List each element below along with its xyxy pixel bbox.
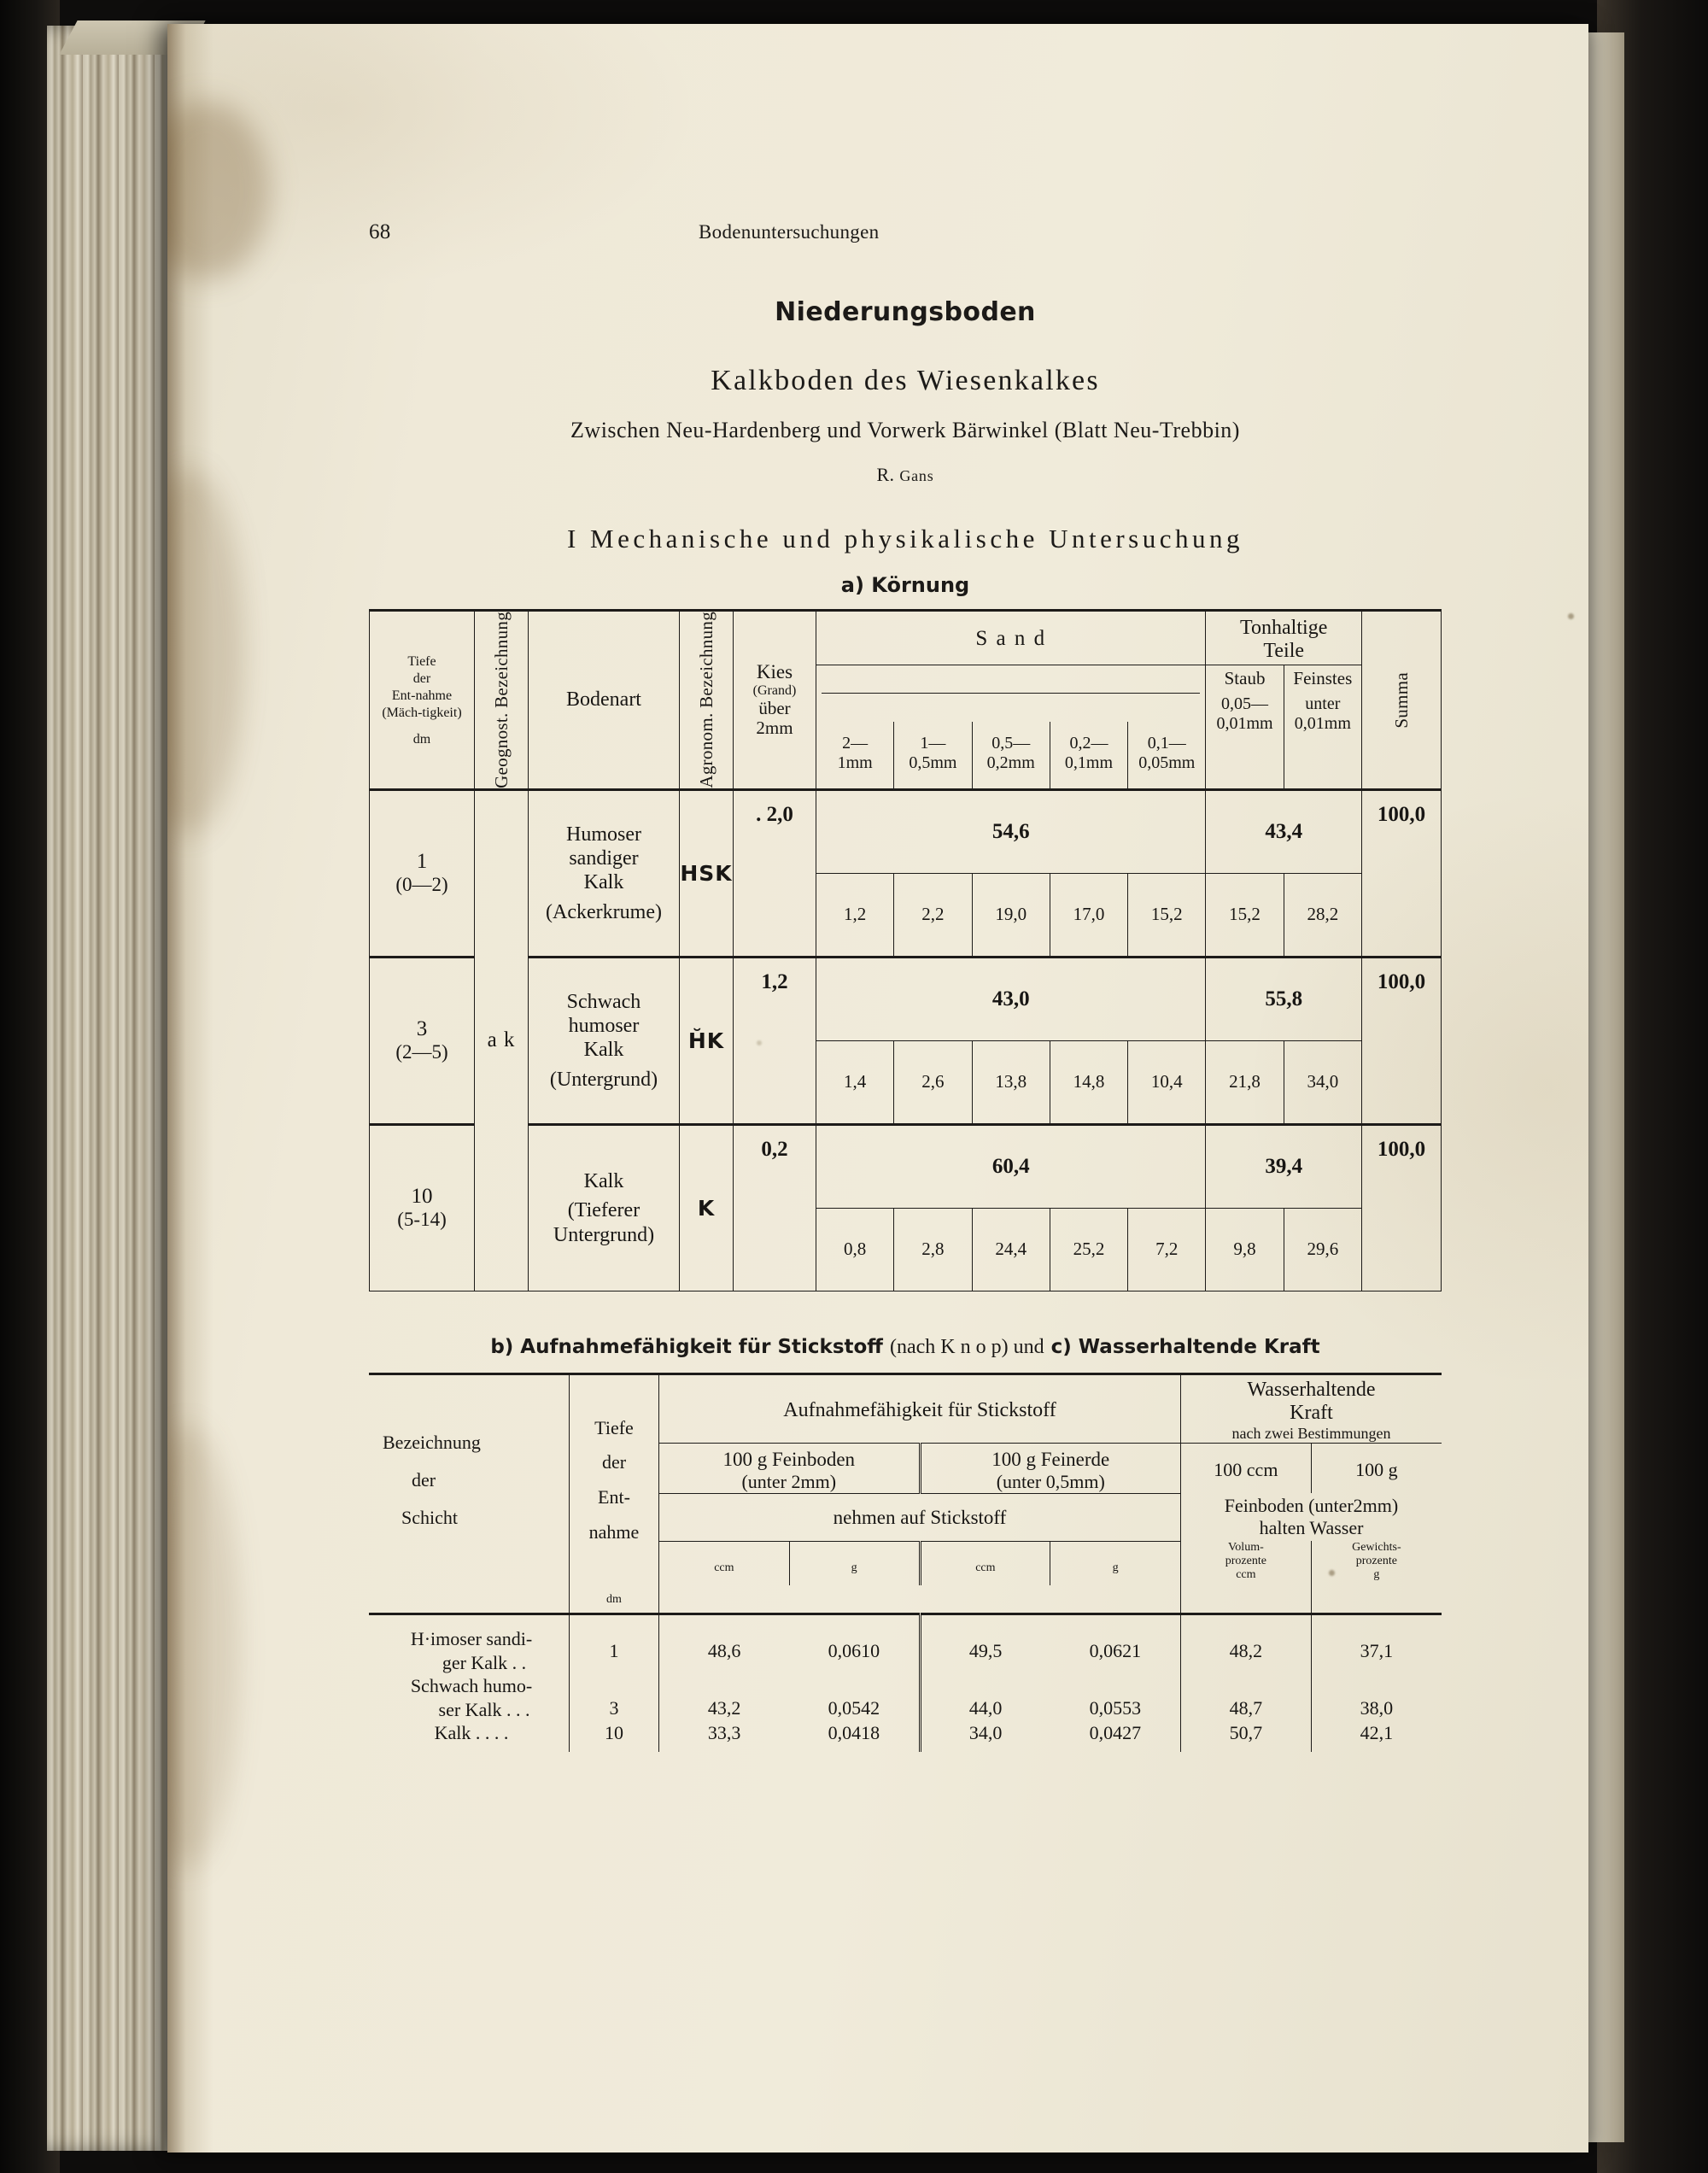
- cell-tiefe-1-main: 1: [416, 850, 428, 874]
- header-feinerde: [920, 1443, 1181, 1493]
- cell-agronom-3: [680, 1124, 734, 1291]
- cell-staub-2: 21,8: [1206, 1040, 1284, 1124]
- header-bezeichnung-3: Schicht: [401, 1507, 458, 1529]
- header-wasser-sub: [1181, 1493, 1442, 1541]
- header-unit-ccm2: [920, 1541, 1050, 1585]
- table1-body: [370, 789, 1442, 1291]
- running-head-title: Bodenuntersuchungen: [699, 221, 880, 243]
- header-wasser-g: [1311, 1443, 1442, 1493]
- header-tiefe: [370, 612, 475, 789]
- cell-feinstes-3: 29,6: [1284, 1208, 1361, 1291]
- header-sand-range-3-top: 0,5—: [991, 733, 1031, 753]
- cell-tiefe2-1: 1: [570, 1614, 659, 1675]
- header-tiefe-label: Tiefe der Ent-nahme (Mäch-tigkeit): [382, 653, 462, 720]
- header-feinboden: [659, 1443, 921, 1493]
- table-row: [370, 789, 1442, 873]
- cell-sand-3-1: 0,8: [816, 1208, 894, 1291]
- header-bezeichnung-1: Bezeichnung: [383, 1432, 481, 1454]
- header-staub-label: Staub: [1224, 668, 1266, 688]
- header-sand-range-2-bot: 0,5mm: [909, 753, 957, 772]
- cell-bodenart-1-text: Humoser sandiger Kalk: [566, 823, 641, 894]
- cell-staub-1: 15,2: [1206, 873, 1284, 957]
- cell-ccm1-3: 33,3: [707, 1722, 741, 1744]
- header-nehmen: [659, 1493, 1181, 1541]
- granulometry-table: [369, 612, 1442, 1292]
- header-aufnahme-group: [659, 1375, 1181, 1444]
- cell-geognost-value: a k: [487, 1028, 516, 1052]
- page-content: [369, 220, 1442, 1752]
- header-bezeichnung: [369, 1375, 570, 1586]
- cell-kies-2: [734, 957, 816, 1124]
- header-wasser-1: Wasserhaltende: [1247, 1378, 1376, 1401]
- header-geognost: [475, 612, 529, 789]
- cell-sand-1-4: 17,0: [1050, 873, 1127, 957]
- cell-sand-2-2: 2,6: [894, 1040, 972, 1124]
- cell-label-1-line2: ger Kalk . .: [442, 1651, 527, 1673]
- spacer-gew: [1311, 1585, 1442, 1614]
- caption-c: c) Wasserhaltende Kraft: [1050, 1335, 1320, 1358]
- running-head: [369, 220, 1442, 244]
- table-row: [369, 1721, 1442, 1752]
- header-wasser-g-label: 100 g: [1355, 1459, 1398, 1481]
- header-summa: [1362, 612, 1442, 789]
- cell-kies-3-value: 0,2: [761, 1137, 788, 1161]
- cell-label-1-line1: H·imoser sandi-: [410, 1628, 533, 1650]
- table1-header-row-1: [370, 612, 1442, 665]
- cell-g1-2: 0,0542: [828, 1697, 880, 1719]
- header-kies-ueber: über: [758, 697, 791, 718]
- table-row: [370, 957, 1442, 1040]
- stain: [167, 468, 244, 835]
- header-tiefe-2-1: Tiefe: [594, 1416, 634, 1438]
- cell-ccm1-1: 48,6: [659, 1614, 790, 1675]
- cell-summa-3: [1362, 1124, 1442, 1291]
- cell-staub-3: 9,8: [1206, 1208, 1284, 1291]
- header-gew: [1311, 1541, 1442, 1585]
- header-staub-range1: 0,05—: [1221, 694, 1269, 713]
- header-unit-dm: [570, 1585, 659, 1614]
- header-kies-size: 2mm: [756, 718, 793, 739]
- cell-summa-2-value: 100,0: [1377, 969, 1426, 993]
- cell-summa-1-value: 100,0: [1377, 802, 1426, 826]
- author-initial: R.: [876, 464, 895, 485]
- cell-summa-1: [1362, 789, 1442, 957]
- header-feinstes-size: 0,01mm: [1294, 714, 1351, 733]
- nitrogen-water-table: [369, 1375, 1442, 1752]
- section-heading: I Mechanische und physikalische Untersuchung: [566, 524, 1243, 554]
- cell-sand-1-3: 19,0: [972, 873, 1050, 957]
- spacer-bez: [369, 1585, 570, 1614]
- table2-body: [369, 1614, 1442, 1752]
- header-bodenart-label: Bodenart: [566, 688, 641, 711]
- header-sand-range-3-bot: 0,2mm: [986, 753, 1035, 772]
- author-line: [369, 464, 1442, 486]
- header-sand-range-2-top: 1—: [920, 733, 946, 753]
- cell-sand-2-5: 10,4: [1128, 1040, 1206, 1124]
- header-tonhaltige-group: [1206, 612, 1362, 665]
- header-unit-ccm1: [659, 1541, 790, 1585]
- header-sand-divider: [816, 665, 1206, 722]
- header-wasser-4: Feinboden (unter2mm): [1224, 1495, 1399, 1517]
- cell-sand-total-1-value: 54,6: [991, 819, 1030, 843]
- header-sand-range-1: [816, 722, 894, 790]
- cell-bodenart-3-note: (Tieferer Untergrund): [553, 1199, 655, 1246]
- header-feinboden-1: 100 g Feinboden: [722, 1448, 856, 1470]
- cell-label-1: [369, 1614, 570, 1675]
- cell-sand-total-2: [816, 957, 1206, 1040]
- cell-tiefe-2: [370, 957, 475, 1124]
- document-page: [167, 24, 1588, 2152]
- cell-sand-2-1: 1,4: [816, 1040, 894, 1124]
- header-sand-range-1-top: 2—: [842, 733, 869, 753]
- cell-label-2: [369, 1674, 570, 1721]
- cell-tiefe2-2: 3: [570, 1674, 659, 1721]
- cell-ton-total-2-value: 55,8: [1265, 987, 1303, 1010]
- header-tonhaltige-1: Tonhaltige: [1240, 617, 1328, 639]
- cell-tiefe-2-main: 3: [416, 1017, 428, 1041]
- header-staub: [1206, 665, 1284, 790]
- page-number: 68: [369, 220, 391, 243]
- caption-middle: (nach K n o p) und: [889, 1335, 1044, 1358]
- header-bezeichnung-2: der: [412, 1469, 436, 1491]
- header-aufnahme-label: Aufnahmefähigkeit für Stickstoff: [783, 1398, 1056, 1421]
- header-tiefe-unit: dm: [412, 731, 431, 747]
- cell-ccm2-1: 49,5: [920, 1614, 1050, 1675]
- cell-bodenart-1: [529, 789, 680, 957]
- header-feinerde-2: (unter 0,5mm): [996, 1470, 1105, 1492]
- cell-tiefe-3-range: (5-14): [397, 1209, 447, 1231]
- cell-ton-total-2: [1206, 957, 1362, 1040]
- header-unit-ccm2-label: ccm: [975, 1561, 996, 1574]
- table-row: [369, 1674, 1442, 1721]
- cell-agronom-2: [680, 957, 734, 1124]
- header-unit-g1-label: g: [851, 1561, 857, 1574]
- cell-summa-2: [1362, 957, 1442, 1124]
- stain: [167, 101, 270, 280]
- caption-b: b) Aufnahmefähigkeit für Stickstoff: [490, 1335, 883, 1358]
- stain: [167, 1425, 239, 1869]
- cell-ccm2-2: 44,0: [920, 1674, 1050, 1721]
- header-wasser-3: nach zwei Bestimmungen: [1231, 1424, 1391, 1442]
- cell-g2-1: 0,0621: [1050, 1614, 1181, 1675]
- header-unit-g1: [789, 1541, 920, 1585]
- header-gew-1: Gewichts-: [1352, 1541, 1401, 1555]
- cell-sand-1-1: 1,2: [816, 873, 894, 957]
- header-sand-group: [816, 612, 1206, 665]
- subsection-bc-heading: [369, 1336, 1442, 1359]
- header-sand-label: S a n d: [975, 627, 1047, 650]
- cell-sand-3-2: 2,8: [894, 1208, 972, 1291]
- cell-bodenart-2-note: (Untergrund): [549, 1068, 658, 1091]
- header-sand-range-5: [1128, 722, 1206, 790]
- cell-bodenart-2-text: Schwach humoser Kalk: [566, 990, 641, 1062]
- cell-feinstes-2: 34,0: [1284, 1040, 1361, 1124]
- cell-ccm2-3: 34,0: [920, 1721, 1050, 1752]
- cell-sand-2-4: 14,8: [1050, 1040, 1127, 1124]
- header-tiefe-2-3: Ent-: [598, 1486, 630, 1508]
- cell-agronom-2-value: H̆K: [687, 1028, 725, 1053]
- header-wasser-2: Kraft: [1290, 1401, 1333, 1424]
- cell-agronom-1: [680, 789, 734, 957]
- cell-gew-3: 42,1: [1311, 1721, 1442, 1752]
- header-sand-range-4: [1050, 722, 1127, 790]
- header-nehmen-label: nehmen auf Stickstoff: [833, 1507, 1007, 1529]
- header-feinstes-sub: unter: [1305, 694, 1341, 713]
- header-vol: [1181, 1541, 1312, 1585]
- header-vol-3: ccm: [1236, 1568, 1256, 1582]
- table-row: [370, 1124, 1442, 1208]
- header-vol-1: Volum-: [1228, 1541, 1264, 1555]
- table-row: [369, 1614, 1442, 1675]
- cell-g2-3: 0,0427: [1089, 1722, 1142, 1744]
- header-kies-label: Kies: [756, 661, 793, 683]
- cell-sand-total-3: [816, 1124, 1206, 1208]
- cell-tiefe-3: [370, 1124, 475, 1291]
- cell-ton-total-3: [1206, 1124, 1362, 1208]
- cell-bodenart-1-note: (Ackerkrume): [546, 900, 662, 923]
- cell-tiefe-2-range: (2—5): [395, 1041, 448, 1063]
- header-tiefe-2-2: der: [601, 1451, 627, 1473]
- cell-kies-2-value: 1,2: [761, 969, 788, 993]
- cell-ton-total-1: [1206, 789, 1362, 873]
- cell-ton-total-1-value: 43,4: [1265, 819, 1303, 843]
- header-sand-range-3: [972, 722, 1050, 790]
- header-feinerde-1: 100 g Feinerde: [991, 1448, 1110, 1470]
- cell-g1-1: 0,0610: [789, 1614, 920, 1675]
- cell-label-3: [369, 1721, 570, 1752]
- cell-tiefe-1: [370, 789, 475, 957]
- cell-label-3-line2: Kalk . . . .: [434, 1722, 509, 1744]
- cell-tiefe-1-range: (0—2): [395, 874, 448, 896]
- header-tiefe-2: [570, 1375, 659, 1586]
- cell-agronom-1-value: HSK: [680, 860, 733, 886]
- header-vol-2: prozente: [1225, 1555, 1266, 1568]
- cell-sand-1-2: 2,2: [894, 873, 972, 957]
- cell-geognost-ak: [475, 789, 529, 1291]
- header-tonhaltige-2: Teile: [1263, 640, 1305, 662]
- header-unit-dm-label: dm: [606, 1593, 622, 1607]
- location-line: Zwischen Neu-Hardenberg und Vorwerk Bärwinkel (Blatt Neu-Trebbin): [570, 418, 1240, 442]
- page-subtitle: Kalkboden des Wiesenkalkes: [711, 365, 1100, 396]
- header-agronom-label: Agronom. Bezeichnung: [695, 612, 717, 788]
- cell-sand-1-5: 15,2: [1128, 873, 1206, 957]
- header-sand-range-4-bot: 0,1mm: [1064, 753, 1114, 772]
- cell-sand-total-3-value: 60,4: [991, 1154, 1030, 1178]
- cell-gew-2: 38,0: [1311, 1674, 1442, 1721]
- cell-label-2-line2: ser Kalk . . .: [438, 1698, 530, 1720]
- header-agronom: [680, 612, 734, 789]
- table2-head: [369, 1375, 1442, 1614]
- header-wasser-group: [1181, 1375, 1442, 1444]
- cell-sand-3-3: 24,4: [972, 1208, 1050, 1291]
- header-feinstes: [1284, 665, 1361, 790]
- header-gew-2: prozente: [1355, 1555, 1397, 1568]
- header-sand-range-4-top: 0,2—: [1069, 733, 1108, 753]
- cell-gew-1: 37,1: [1311, 1614, 1442, 1675]
- header-wasser-5: halten Wasser: [1259, 1517, 1364, 1539]
- cell-agronom-3-value: K: [697, 1195, 716, 1221]
- header-geognost-label: Geognost. Bezeichnung: [490, 612, 512, 788]
- page-title: Niederungsboden: [775, 297, 1036, 327]
- header-sand-range-5-top: 0,1—: [1147, 733, 1186, 753]
- cell-tiefe2-3: 10: [570, 1721, 659, 1752]
- cell-vol-3: 50,7: [1181, 1721, 1312, 1752]
- header-sand-range-2: [894, 722, 972, 790]
- header-gew-3: g: [1373, 1568, 1380, 1582]
- cell-sand-2-3: 13,8: [972, 1040, 1050, 1124]
- header-wasser-ccm-label: 100 ccm: [1214, 1459, 1278, 1481]
- cell-sand-3-5: 7,2: [1128, 1208, 1206, 1291]
- cell-feinstes-1: 28,2: [1284, 873, 1361, 957]
- header-unit-ccm1-label: ccm: [714, 1561, 734, 1574]
- cell-sand-3-4: 25,2: [1050, 1208, 1127, 1291]
- header-sand-range-1-bot: 1mm: [837, 753, 873, 772]
- page-stack-edge: [47, 26, 184, 2151]
- cell-kies-1-value: . 2,0: [756, 802, 793, 826]
- header-unit-g2-label: g: [1112, 1561, 1119, 1574]
- cell-ton-total-3-value: 39,4: [1265, 1154, 1303, 1178]
- header-staub-range2: 0,01mm: [1216, 714, 1273, 733]
- header-unit-g2: [1050, 1541, 1181, 1585]
- foxing-speck: [1568, 613, 1574, 619]
- header-summa-label: Summa: [1390, 671, 1412, 729]
- cell-sand-total-1: [816, 789, 1206, 873]
- header-feinstes-label: Feinstes: [1293, 668, 1353, 688]
- spacer-vol: [1181, 1585, 1312, 1614]
- cell-vol-2: 48,7: [1181, 1674, 1312, 1721]
- cell-kies-3: [734, 1124, 816, 1291]
- header-bodenart: [529, 612, 680, 789]
- cell-sand-total-2-value: 43,0: [991, 987, 1030, 1010]
- cell-g1-3: 0,0418: [828, 1722, 880, 1744]
- header-tiefe-2-4: nahme: [588, 1520, 640, 1543]
- header-kies: [734, 612, 816, 789]
- cell-summa-3-value: 100,0: [1377, 1137, 1426, 1161]
- cell-kies-1: [734, 789, 816, 957]
- cell-ccm1-2: 43,2: [707, 1697, 741, 1719]
- header-wasser-ccm: [1181, 1443, 1312, 1493]
- subsection-a-heading: a) Körnung: [840, 573, 970, 597]
- spacer-aufnahme: [659, 1585, 1181, 1614]
- cell-bodenart-2: [529, 957, 680, 1124]
- table2-header-units-row: [369, 1585, 1442, 1614]
- header-feinboden-2: (unter 2mm): [741, 1470, 837, 1492]
- cell-vol-1: 48,2: [1181, 1614, 1312, 1675]
- cell-g2-2: 0,0553: [1089, 1697, 1142, 1719]
- table1-head: [370, 612, 1442, 789]
- header-kies-sub: (Grand): [752, 682, 797, 698]
- cell-label-2-line1: Schwach humo-: [410, 1675, 533, 1697]
- author-name: Gans: [899, 467, 934, 484]
- header-sand-range-5-bot: 0,05mm: [1138, 753, 1196, 772]
- table2-header-row-1: [369, 1375, 1442, 1444]
- cell-bodenart-3: [529, 1124, 680, 1291]
- cell-bodenart-3-text: Kalk: [583, 1169, 624, 1192]
- cell-tiefe-3-main: 10: [411, 1185, 433, 1209]
